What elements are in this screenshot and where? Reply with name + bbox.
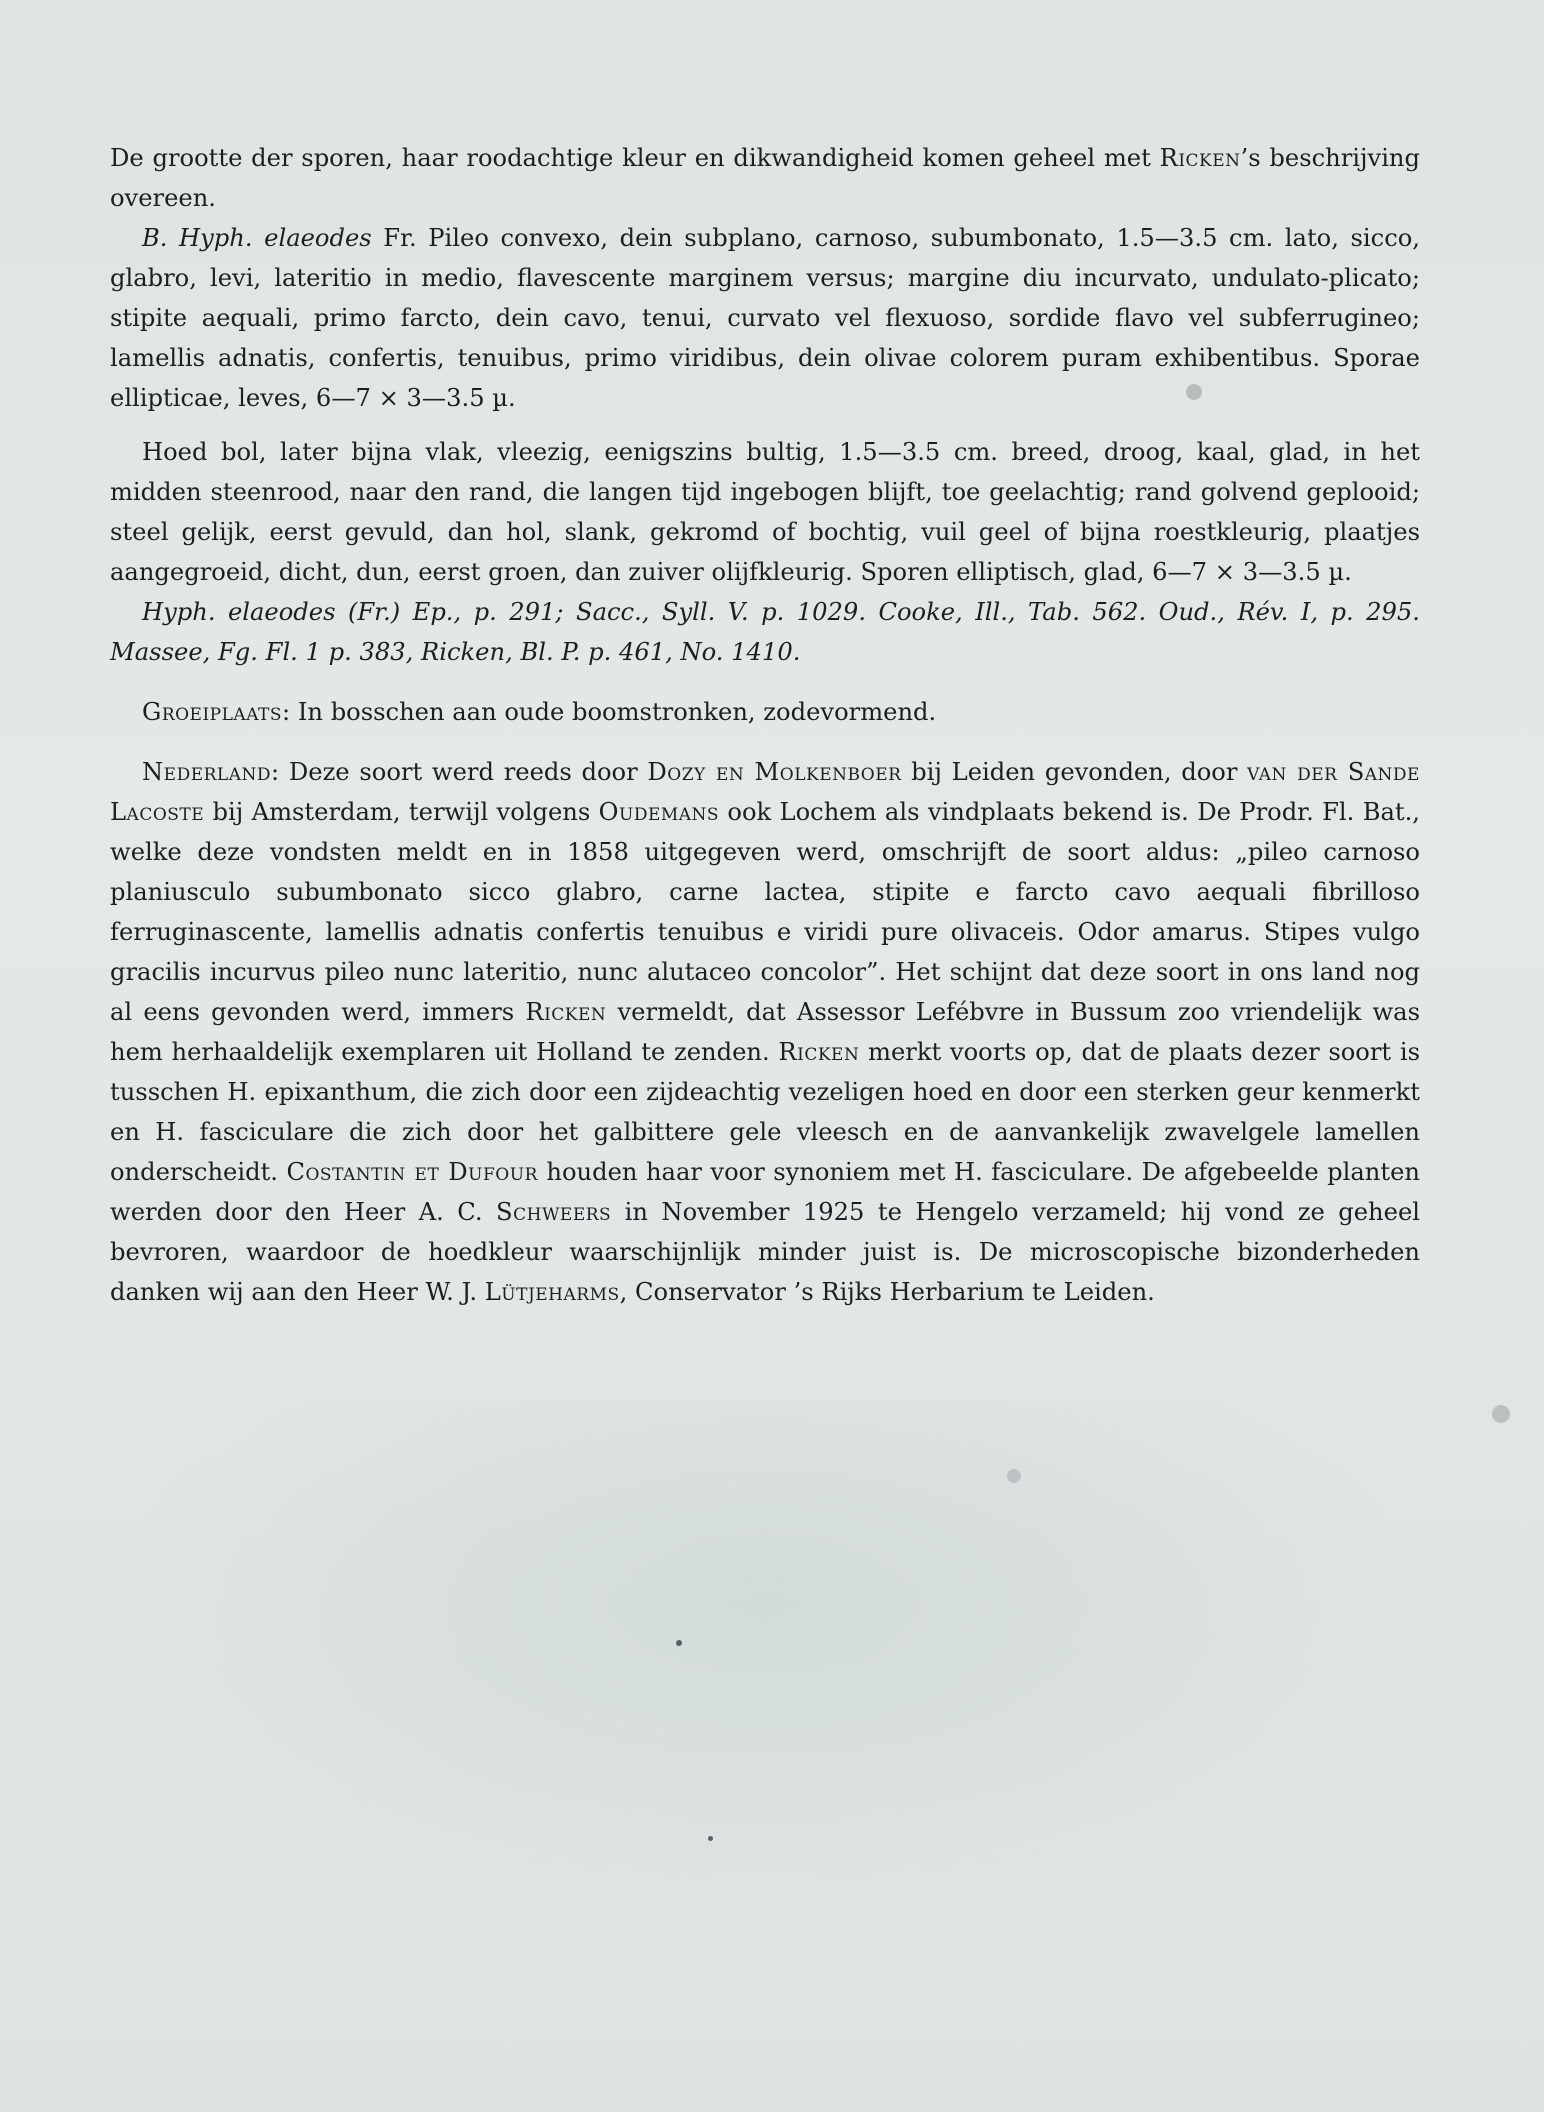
text-span: ook Lochem als vindplaats bekend is. De Prodr. Fl. Bat., welke deze vondsten meldt en in 1858 uitgegeven werd, omschrijft de soort aldus: „pileo carnoso planiusculo subumbonato sicco glabro, carne lactea, stipite e farcto cavo aequali fibrilloso ferruginascente, lamellis adnatis confertis tenuibus e viridi pure olivaceis. Odor amarus. Stipes vulgo gracilis incurvus pileo nunc lateritio, nunc alutaceo concolor”. Het schijnt dat deze soort in ons land nog al eens gevonden werd, immers [110, 798, 1420, 1026]
author-name: van der Sande Lacoste [110, 758, 1420, 826]
speck [1492, 1405, 1510, 1423]
author-name: Ricken [1159, 144, 1241, 172]
speck [1007, 1469, 1021, 1483]
paragraph-spore-note [110, 138, 1420, 218]
author-name: Oudemans [598, 798, 720, 826]
paragraph-dutch-description [110, 432, 1420, 592]
text-span: : In bosschen aan oude boomstronken, zodevormend. [282, 698, 937, 726]
species-name: B. Hyph. elaeodes [142, 224, 372, 252]
author-name: Ricken [525, 998, 607, 1026]
text-span: bij Leiden gevonden, door [901, 758, 1238, 786]
paragraph-habitat [110, 692, 1420, 732]
text-span: in November 1925 te Hengelo verzameld; hij vond ze geheel bevroren, waardoor de hoedkleur waarschijnlijk minder juist is. De microscopische bizonderheden danken wij aan den Heer W. J. [110, 1198, 1420, 1306]
section-label: Nederland [142, 758, 271, 786]
text-span: De grootte der sporen, haar roodachtige kleur en dikwandigheid komen geheel met [110, 144, 1151, 172]
author-name: Costantin et Dufour [286, 1158, 538, 1186]
text-span: , Conservator ’s Rijks Herbarium te Leiden. [619, 1278, 1155, 1306]
text-span: Hoed bol, later bijna vlak, vleezig, eenigszins bultig, 1.5—3.5 cm. breed, droog, kaal, glad, in het midden steenrood, naar den rand, die langen tijd ingebogen blijft, toe geelachtig; rand golvend geplooid; steel gelijk, eerst gevuld, dan hol, slank, gekromd of bochtig, vuil geel of bijna roestkleurig, plaatjes aangegroeid, dicht, dun, eerst groen, dan zuiver olijfkleurig. Sporen elliptisch, glad, 6—7 × 3—3.5 µ. [110, 438, 1420, 586]
paragraph-references [110, 592, 1420, 672]
text-span: Fr. Pileo convexo, dein subplano, carnoso, subumbonato, 1.5—3.5 cm. lato, sicco, glabro, levi, lateritio in medio, flavescente marginem versus; margine diu incurvato, undulato-plicato; stipite aequali, primo farcto, dein cavo, tenui, curvato vel flexuoso, sordide flavo vel subferrugineo; lamellis adnatis, confertis, tenuibus, primo viridibus, dein olivae colorem puram exhibentibus. Sporae ellipticae, leves, 6—7 × 3—3.5 µ. [110, 224, 1420, 412]
author-name: Schweers [496, 1198, 612, 1226]
paragraph-netherlands [110, 752, 1420, 1312]
text-span: ’s beschrijving overeen. [110, 144, 1420, 212]
text-span: : Deze soort werd reeds door [270, 758, 638, 786]
speck [708, 1836, 713, 1841]
text-span: houden haar voor synoniem met H. fasciculare. De afgebeelde planten werden door den Heer A. C. [110, 1158, 1420, 1226]
author-name: Lütjeharms [484, 1278, 620, 1306]
show-through-shadow [100, 1400, 1430, 1900]
author-name: Ricken [778, 1038, 860, 1066]
section-label: Groeiplaats [142, 698, 283, 726]
text-span: Hyph. elaeodes (Fr.) Ep., p. 291; Sacc., Syll. V. p. 1029. Cooke, Ill., Tab. 562. Oud., Rév. I, p. 295. Massee, Fg. Fl. 1 p. 383, Ricken, Bl. P. p. 461, No. 1410. [110, 598, 1420, 666]
document-body [110, 138, 1420, 1312]
paragraph-latin-description [110, 218, 1420, 418]
speck [676, 1640, 682, 1646]
text-span: merkt voorts op, dat de plaats dezer soort is tusschen H. epixanthum, die zich door een zijdeachtig vezeligen hoed en door een sterken geur kenmerkt en H. fasciculare die zich door het galbittere gele vleesch en de aanvankelijk zwavelgele lamellen onderscheidt. [110, 1038, 1420, 1186]
text-span: vermeldt, dat Assessor Lefébvre in Bussum zoo vriendelijk was hem herhaaldelijk exemplaren uit Holland te zenden. [110, 998, 1420, 1066]
author-name: Dozy en Molkenboer [647, 758, 902, 786]
text-span: bij Amsterdam, terwijl volgens [204, 798, 591, 826]
